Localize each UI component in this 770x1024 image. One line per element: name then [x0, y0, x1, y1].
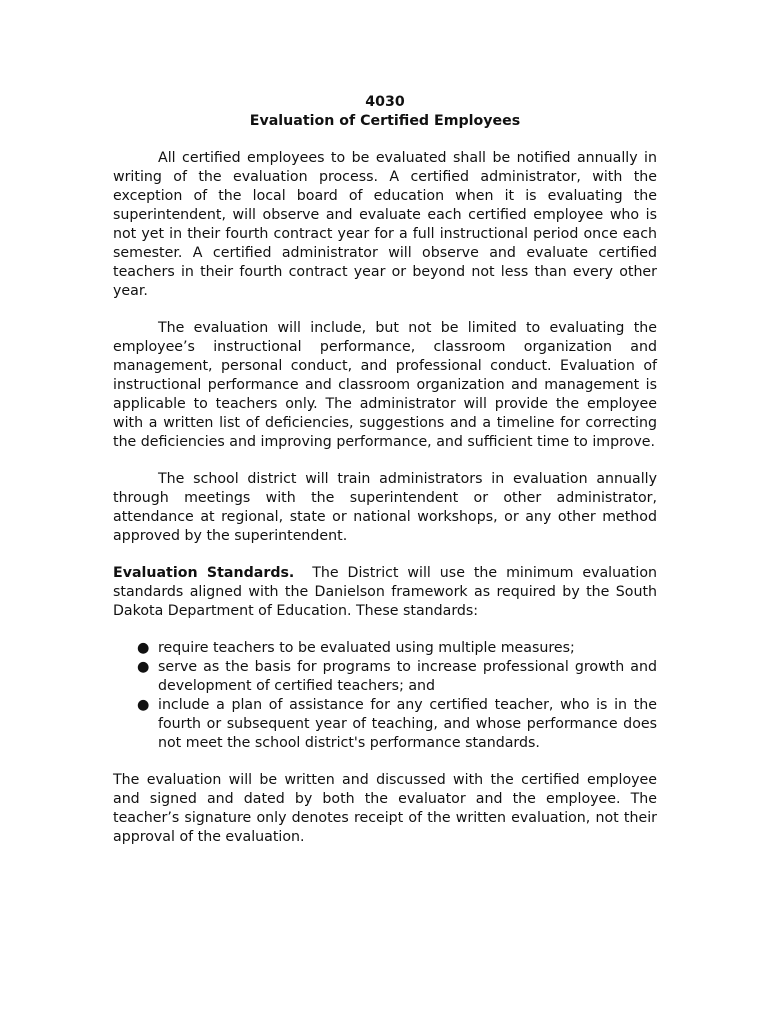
document-header: [113, 93, 657, 131]
bullet-icon: ●: [137, 640, 150, 656]
policy-title: Evaluation of Certified Employees: [249, 113, 521, 129]
list-item-text: serve as the basis for programs to increase professional growth and development of certified teachers; and: [158, 659, 657, 694]
paragraph-closing: The evaluation will be written and discussed with the certified employee and signed and dated by both the evaluator and the employee. The teacher’s signature only denotes receipt of the written evaluation, not their approval of the evaluation.: [113, 772, 657, 845]
list-item-text: require teachers to be evaluated using multiple measures;: [158, 640, 575, 656]
paragraph-notification: All certified employees to be evaluated shall be notified annually in writing of the evaluation process. A certified administrator, with the exception of the local board of education when it is evaluating the superintendent, will observe and evaluate each certified employee who is not yet in their fourth contract year for a full instructional period once each semester. A certified administrator will observe and evaluate certified teachers in their fourth contract year or beyond not less than every other year.: [113, 150, 657, 299]
evaluation-standards-label: Evaluation Standards.: [113, 565, 295, 581]
policy-number: 4030: [365, 94, 405, 110]
bullet-icon: ●: [137, 697, 150, 713]
list-item: [113, 658, 657, 696]
evaluation-standards-text: The District will use the minimum evaluation standards aligned with the Danielson framework as required by the South Dakota Department of Education. These standards:: [113, 565, 657, 619]
paragraph-administrator-training: The school district will train administrators in evaluation annually through meetings with the superintendent or other administrator, attendance at regional, state or national workshops, or any other method approved by the superintendent.: [113, 471, 657, 544]
standards-list: [113, 639, 657, 753]
paragraph-evaluation-standards: [113, 564, 657, 621]
bullet-icon: ●: [137, 659, 150, 675]
list-item-text: include a plan of assistance for any certified teacher, who is in the fourth or subsequent year of teaching, and whose performance does not meet the school district's performance standards.: [158, 697, 657, 751]
document-page: [113, 93, 657, 847]
list-item: [113, 639, 657, 658]
list-item: [113, 696, 657, 753]
paragraph-evaluation-scope: The evaluation will include, but not be limited to evaluating the employee’s instructional performance, classroom organization and management, personal conduct, and professional conduct. Evaluation of instructional performance and classroom organization and management is applicable to teachers only. The administrator will provide the employee with a written list of deficiencies, suggestions and a timeline for correcting the deficiencies and improving performance, and sufficient time to improve.: [113, 320, 657, 450]
